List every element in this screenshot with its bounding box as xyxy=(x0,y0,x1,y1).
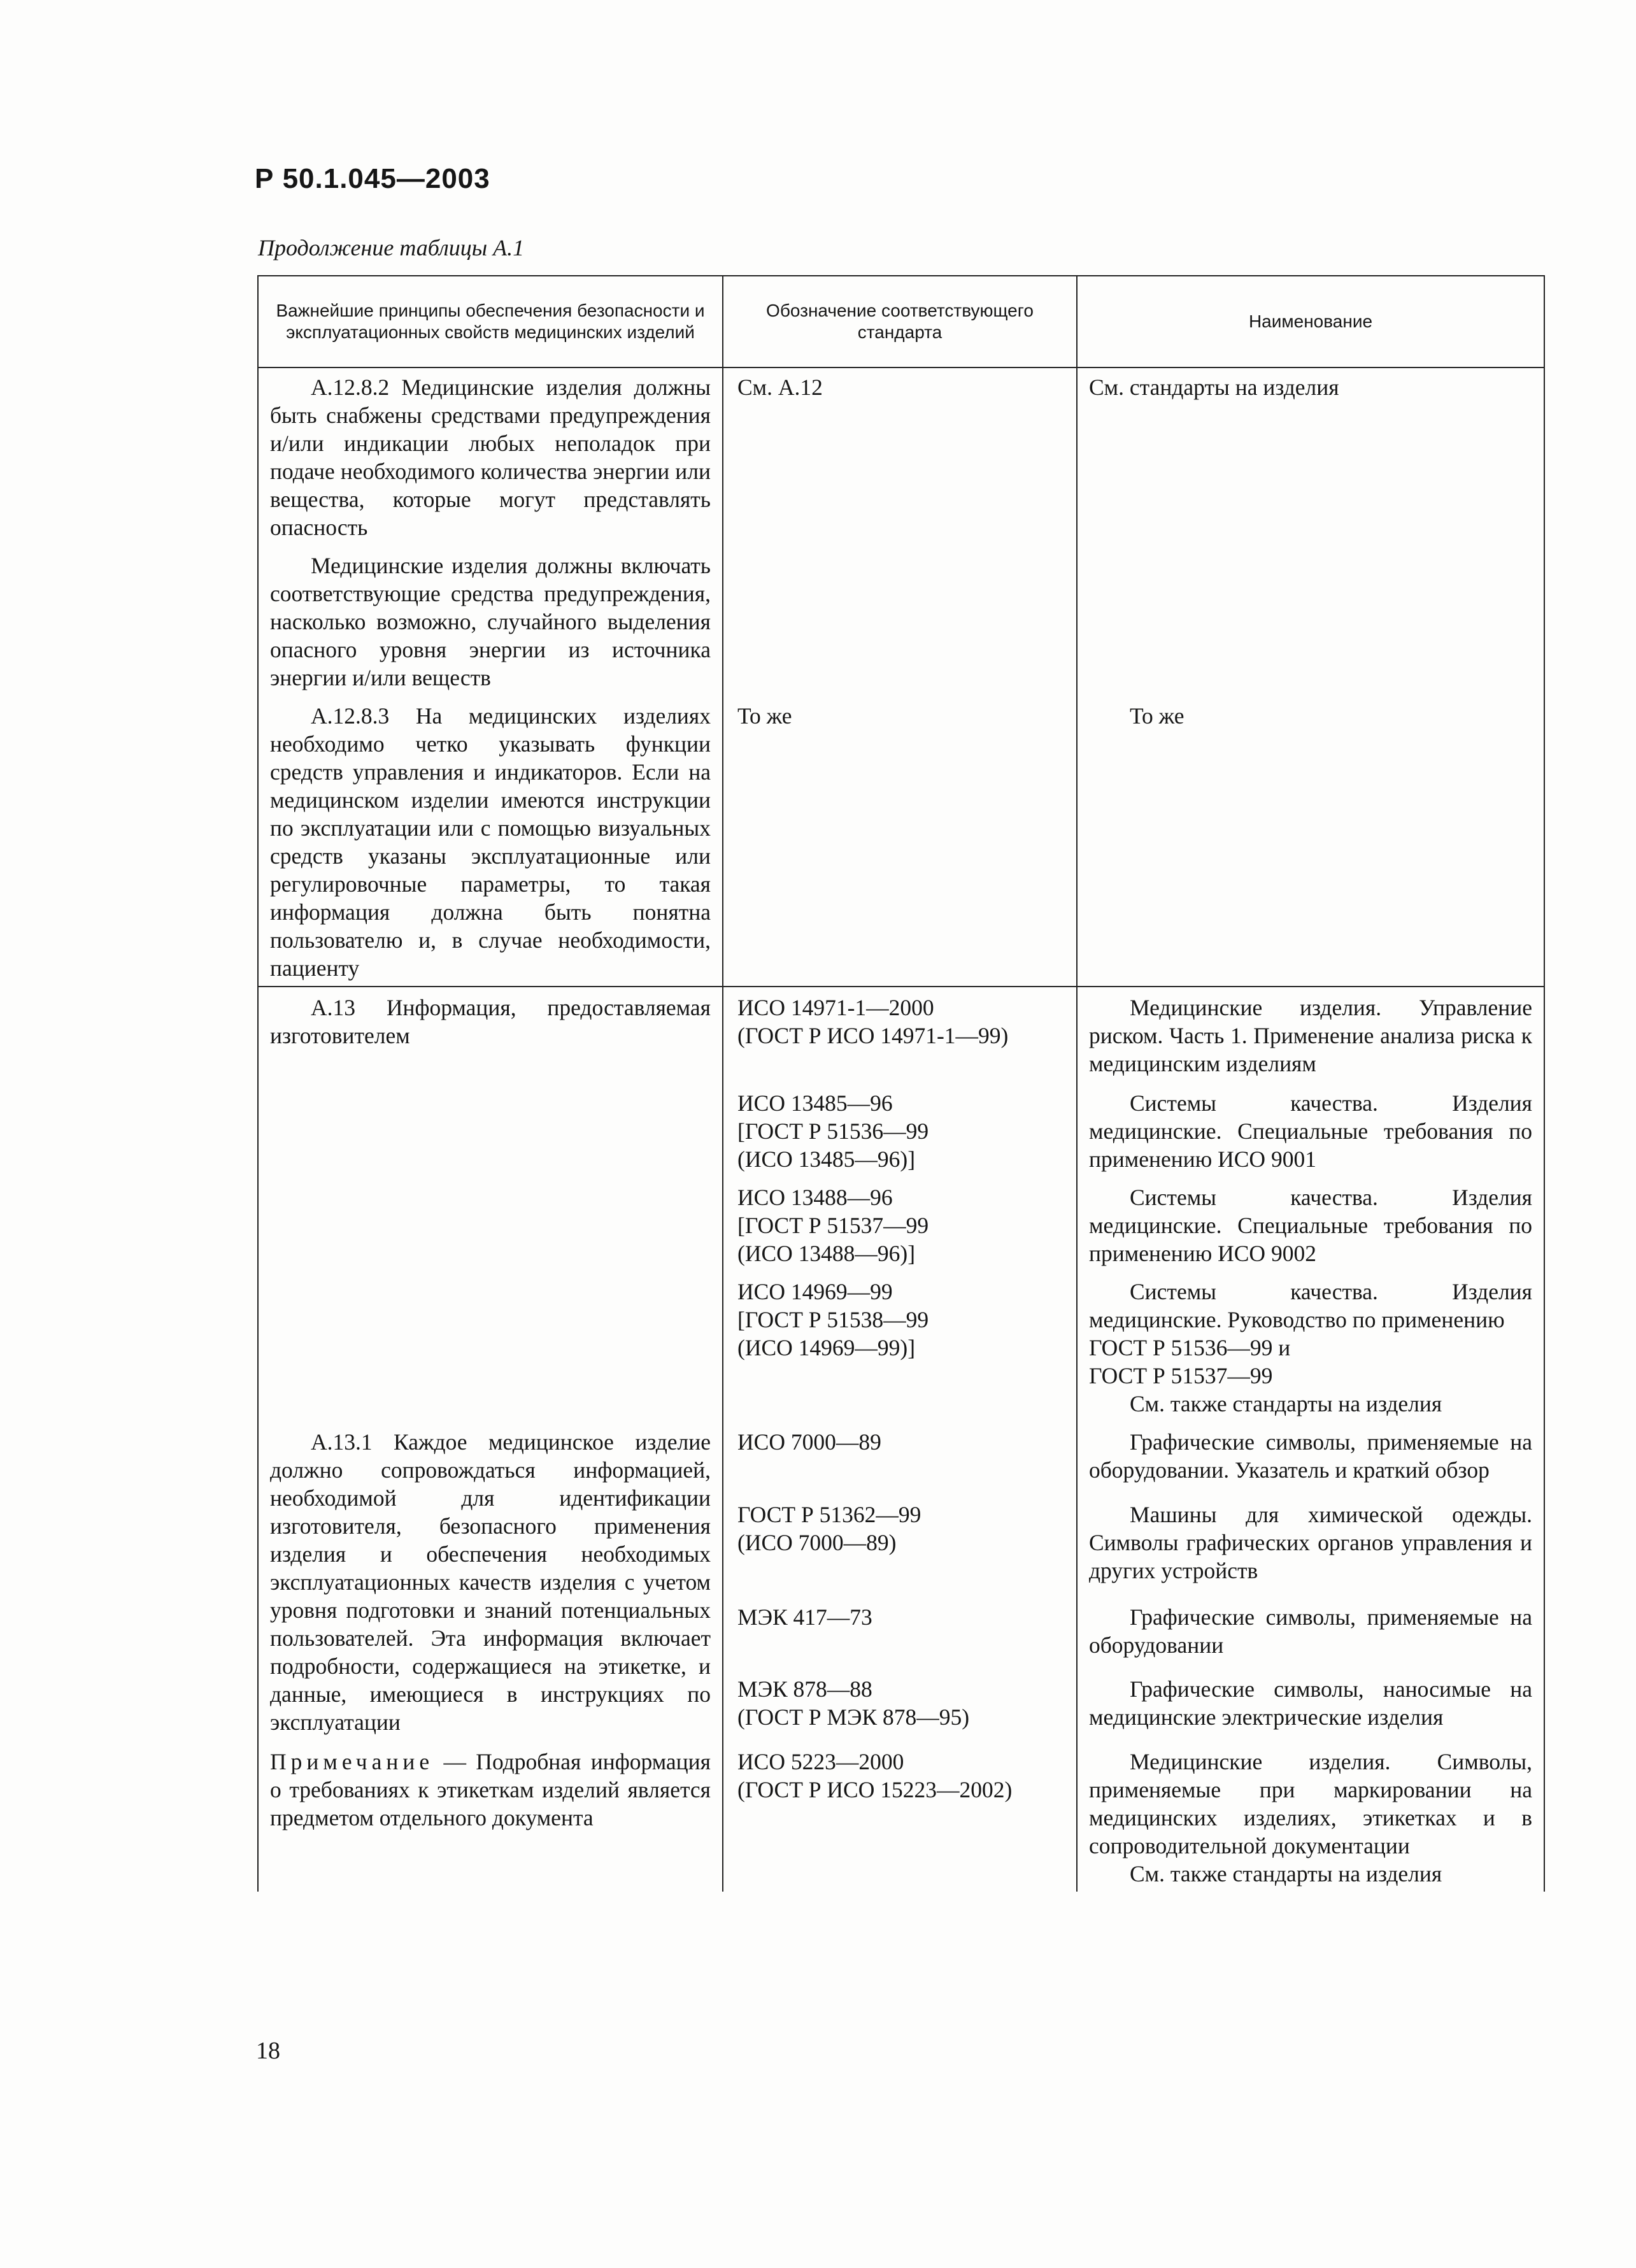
name-text: Медицинские изделия. Символы, применяемые при маркировании на медицинских изделиях, этикетках и в сопроводительной документации xyxy=(1089,1749,1532,1858)
name-text: См. стандарты на изделия xyxy=(1089,374,1339,400)
name-cell xyxy=(1077,1177,1544,1271)
name-cell xyxy=(1077,1422,1544,1493)
name-text: Системы качества. Изделия медицинские. Специальные требования по применению ИСО 9002 xyxy=(1089,1185,1532,1266)
document-code: Р 50.1.045—2003 xyxy=(255,163,490,194)
designation-cell xyxy=(723,987,1077,1081)
header-designation: Обозначение соответствующего стандарта xyxy=(723,276,1077,367)
name-text: Медицинские изделия. Управление риском. Часть 1. Применение анализа риска к медицинским изделиям xyxy=(1089,995,1532,1076)
designation-line: ИСО 14971-1—2000 xyxy=(737,995,934,1020)
principle-cell xyxy=(258,1177,723,1271)
name-cell xyxy=(1077,367,1544,545)
designation-cell xyxy=(723,1595,1077,1668)
principle-cell xyxy=(258,1081,723,1177)
designation-line: МЭК 417—73 xyxy=(737,1604,872,1630)
name-note: См. также стандарты на изделия xyxy=(1130,1861,1442,1886)
table-row xyxy=(258,695,1544,987)
header-principles: Важнейшие принципы обеспечения безопасности и эксплуатационных свойств медицинских изделий xyxy=(258,276,723,367)
name-text: Системы качества. Изделия медицинские. Специальные требования по применению ИСО 9001 xyxy=(1089,1090,1532,1172)
table-header xyxy=(258,276,1544,367)
principle-cell xyxy=(258,987,723,1081)
name-reference: ГОСТ Р 51537—99 xyxy=(1089,1363,1273,1388)
designation-cell xyxy=(723,1271,1077,1422)
designation-line: ИСО 7000—89 xyxy=(737,1429,881,1455)
designation-line: (ГОСТ Р ИСО 15223—2002) xyxy=(737,1777,1013,1802)
principle-text: А.13.1 Каждое медицинское изделие должно сопровождаться информацией, необходимой для идентификации изготовителя, безопасного применения изделия и обеспечения необходимых эксплуатационных качеств изделия с учетом уровня подготовки и знаний потенциальных пользователей. Эта информация включает подробности, содержащиеся на этикетке, и данные, имеющиеся в инструкциях по эксплуатации xyxy=(270,1429,711,1735)
table-row xyxy=(258,1271,1544,1422)
designation-line: ИСО 14969—99 xyxy=(737,1279,893,1304)
principle-cell xyxy=(258,1740,723,1892)
designation-cell xyxy=(723,1740,1077,1892)
name-text: Графические символы, наносимые на медицинские электрические изделия xyxy=(1089,1676,1532,1730)
name-cell xyxy=(1077,1271,1544,1422)
principle-cell xyxy=(258,1271,723,1422)
name-text: Машины для химической одежды. Символы графических органов управления и других устройств xyxy=(1089,1501,1532,1583)
note-text: — Подробная информация о требованиях к этикеткам изделий является предметом отдельного документа xyxy=(270,1749,711,1830)
principle-text: А.12.8.2 Медицинские изделия должны быть снабжены средствами предупреждения и/или индикации любых неполадок при подаче необходимого количества энергии или вещества, которые могут представлять опасность xyxy=(270,374,711,540)
designation-cell xyxy=(723,1177,1077,1271)
designation-line: МЭК 878—88 xyxy=(737,1676,872,1702)
name-cell xyxy=(1077,545,1544,695)
table-row xyxy=(258,987,1544,1081)
principle-text: Медицинские изделия должны включать соответствующие средства предупреждения, насколько возможно, случайного выделения опасного уровня энергии из источника энергии и/или веществ xyxy=(270,553,711,690)
note-label: Примечание xyxy=(270,1749,434,1774)
name-cell xyxy=(1077,1740,1544,1892)
designation-cell xyxy=(723,1667,1077,1740)
name-cell xyxy=(1077,987,1544,1081)
designation-line: (ГОСТ Р МЭК 878—95) xyxy=(737,1704,970,1730)
designation-line: [ГОСТ Р 51537—99 xyxy=(737,1213,929,1238)
name-cell xyxy=(1077,1493,1544,1595)
designation-line: (ГОСТ Р ИСО 14971-1—99) xyxy=(737,1023,1009,1048)
designation-line: ИСО 13485—96 xyxy=(737,1090,893,1116)
designation-line: [ГОСТ Р 51538—99 xyxy=(737,1307,929,1332)
name-text: Системы качества. Изделия медицинские. Руководство по применению xyxy=(1089,1279,1532,1332)
name-cell xyxy=(1077,695,1544,987)
principle-note xyxy=(270,1748,711,1832)
principle-text: А.13 Информация, предоставляемая изготовителем xyxy=(270,995,711,1048)
table-row xyxy=(258,1422,1544,1493)
page-number: 18 xyxy=(256,2037,280,2064)
name-cell xyxy=(1077,1667,1544,1740)
principle-cell xyxy=(258,1422,723,1740)
designation-line: (ИСО 7000—89) xyxy=(737,1529,897,1555)
principle-cell xyxy=(258,367,723,545)
standards-table xyxy=(257,275,1545,1892)
name-reference: ГОСТ Р 51536—99 и xyxy=(1089,1335,1291,1360)
designation-line: То же xyxy=(737,703,792,729)
designation-cell xyxy=(723,367,1077,545)
designation-cell xyxy=(723,695,1077,987)
designation-line: (ИСО 13488—96)] xyxy=(737,1241,916,1266)
designation-line: См. А.12 xyxy=(737,374,823,400)
designation-cell xyxy=(723,545,1077,695)
designation-line: [ГОСТ Р 51536—99 xyxy=(737,1118,929,1144)
designation-line: (ИСО 14969—99)] xyxy=(737,1335,916,1360)
name-cell xyxy=(1077,1081,1544,1177)
principle-text: А.12.8.3 На медицинских изделиях необходимо четко указывать функции средств управления и индикаторов. Если на медицинском изделии имеются инструкции по эксплуатации или с помощью визуальных средств указаны эксплуатационные или регулировочные параметры, то такая информация должна быть понятна пользователю и, в случае необходимости, пациенту xyxy=(270,703,711,981)
principle-cell xyxy=(258,545,723,695)
name-text: То же xyxy=(1130,703,1184,729)
name-text: Графические символы, применяемые на оборудовании. Указатель и краткий обзор xyxy=(1089,1429,1532,1483)
designation-line: ГОСТ Р 51362—99 xyxy=(737,1501,921,1527)
table-continuation-caption: Продолжение таблицы А.1 xyxy=(258,235,525,260)
designation-cell xyxy=(723,1422,1077,1493)
designation-cell xyxy=(723,1081,1077,1177)
header-name: Наименование xyxy=(1077,276,1544,367)
table-row xyxy=(258,1177,1544,1271)
name-note: См. также стандарты на изделия xyxy=(1130,1391,1442,1416)
name-cell xyxy=(1077,1595,1544,1668)
table-row xyxy=(258,545,1544,695)
table-row xyxy=(258,1081,1544,1177)
designation-line: (ИСО 13485—96)] xyxy=(737,1146,916,1172)
designation-line: ИСО 13488—96 xyxy=(737,1185,893,1210)
designation-cell xyxy=(723,1493,1077,1595)
table-row xyxy=(258,367,1544,545)
name-text: Графические символы, применяемые на оборудовании xyxy=(1089,1604,1532,1658)
designation-line: ИСО 5223—2000 xyxy=(737,1749,904,1774)
principle-cell xyxy=(258,695,723,987)
table-row xyxy=(258,1740,1544,1892)
